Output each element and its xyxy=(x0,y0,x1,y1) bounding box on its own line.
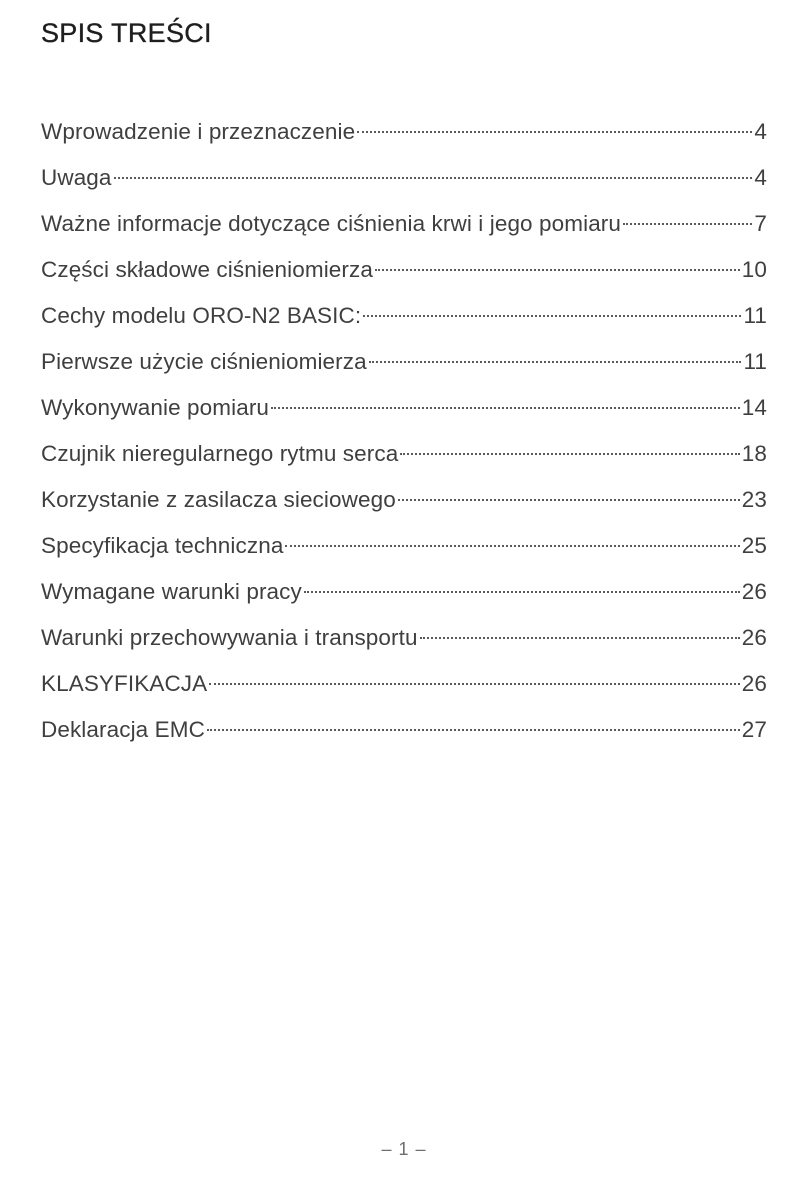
toc-entry[interactable] xyxy=(41,388,767,434)
dot-leader xyxy=(357,131,752,133)
dot-leader xyxy=(400,453,739,455)
toc-entry-label: Warunki przechowywania i transportu xyxy=(41,625,418,650)
toc-entry[interactable] xyxy=(41,664,767,710)
dot-leader xyxy=(304,591,740,593)
dot-leader xyxy=(285,545,739,547)
page-title: SPIS TREŚCI xyxy=(41,18,212,48)
dot-leader xyxy=(363,315,741,317)
toc-entry-page: 10 xyxy=(741,257,767,282)
toc-entry-page: 11 xyxy=(743,349,767,374)
toc-entry[interactable] xyxy=(41,434,767,480)
toc-entry-page: 4 xyxy=(754,165,767,190)
toc-entry-label: Wymagane warunki pracy xyxy=(41,579,302,604)
toc-entry-label: Ważne informacje dotyczące ciśnienia krwi i jego pomiaru xyxy=(41,211,622,236)
toc-entry[interactable] xyxy=(41,250,767,296)
toc-entry-label: Czujnik nieregularnego rytmu serca xyxy=(41,441,399,466)
toc-entry[interactable] xyxy=(41,342,767,388)
toc-entry-label: Cechy modelu ORO-N2 BASIC: xyxy=(41,303,362,328)
dot-leader xyxy=(271,407,740,409)
toc-entry-page: 27 xyxy=(741,717,767,742)
toc-entry-page: 23 xyxy=(741,487,767,512)
dot-leader xyxy=(623,223,752,225)
toc-entry[interactable] xyxy=(41,112,767,158)
toc-entry-page: 4 xyxy=(754,119,767,144)
dot-leader xyxy=(207,729,740,731)
toc-entry-label: KLASYFIKACJA xyxy=(41,671,208,696)
toc-entry-page: 14 xyxy=(741,395,767,420)
toc-entry[interactable] xyxy=(41,618,767,664)
toc-entry-page: 26 xyxy=(741,671,767,696)
toc-entry-page: 26 xyxy=(741,579,767,604)
toc-entry[interactable] xyxy=(41,572,767,618)
toc-entry-label: Wykonywanie pomiaru xyxy=(41,395,270,420)
toc-entry-label: Specyfikacja techniczna xyxy=(41,533,284,558)
toc-entry-label: Wprowadzenie i przeznaczenie xyxy=(41,119,356,144)
dot-leader xyxy=(398,499,740,501)
toc-entry[interactable] xyxy=(41,710,767,756)
toc-entry-label: Uwaga xyxy=(41,165,112,190)
toc-entry-page: 11 xyxy=(743,303,767,328)
table-of-contents xyxy=(41,112,767,756)
dot-leader xyxy=(420,637,740,639)
toc-entry[interactable] xyxy=(41,158,767,204)
toc-entry-label: Korzystanie z zasilacza sieciowego xyxy=(41,487,396,512)
toc-entry-page: 7 xyxy=(754,211,767,236)
toc-entry-label: Deklaracja EMC xyxy=(41,717,205,742)
page-number: – 1 – xyxy=(381,1139,427,1159)
toc-entry-label: Części składowe ciśnieniomierza xyxy=(41,257,373,282)
toc-entry-page: 26 xyxy=(741,625,767,650)
toc-entry-page: 25 xyxy=(741,533,767,558)
toc-entry[interactable] xyxy=(41,204,767,250)
toc-entry[interactable] xyxy=(41,480,767,526)
dot-leader xyxy=(209,683,740,685)
dot-leader xyxy=(375,269,740,271)
toc-entry-label: Pierwsze użycie ciśnieniomierza xyxy=(41,349,367,374)
toc-entry[interactable] xyxy=(41,296,767,342)
toc-entry[interactable] xyxy=(41,526,767,572)
dot-leader xyxy=(114,177,753,179)
toc-entry-page: 18 xyxy=(741,441,767,466)
dot-leader xyxy=(369,361,742,363)
